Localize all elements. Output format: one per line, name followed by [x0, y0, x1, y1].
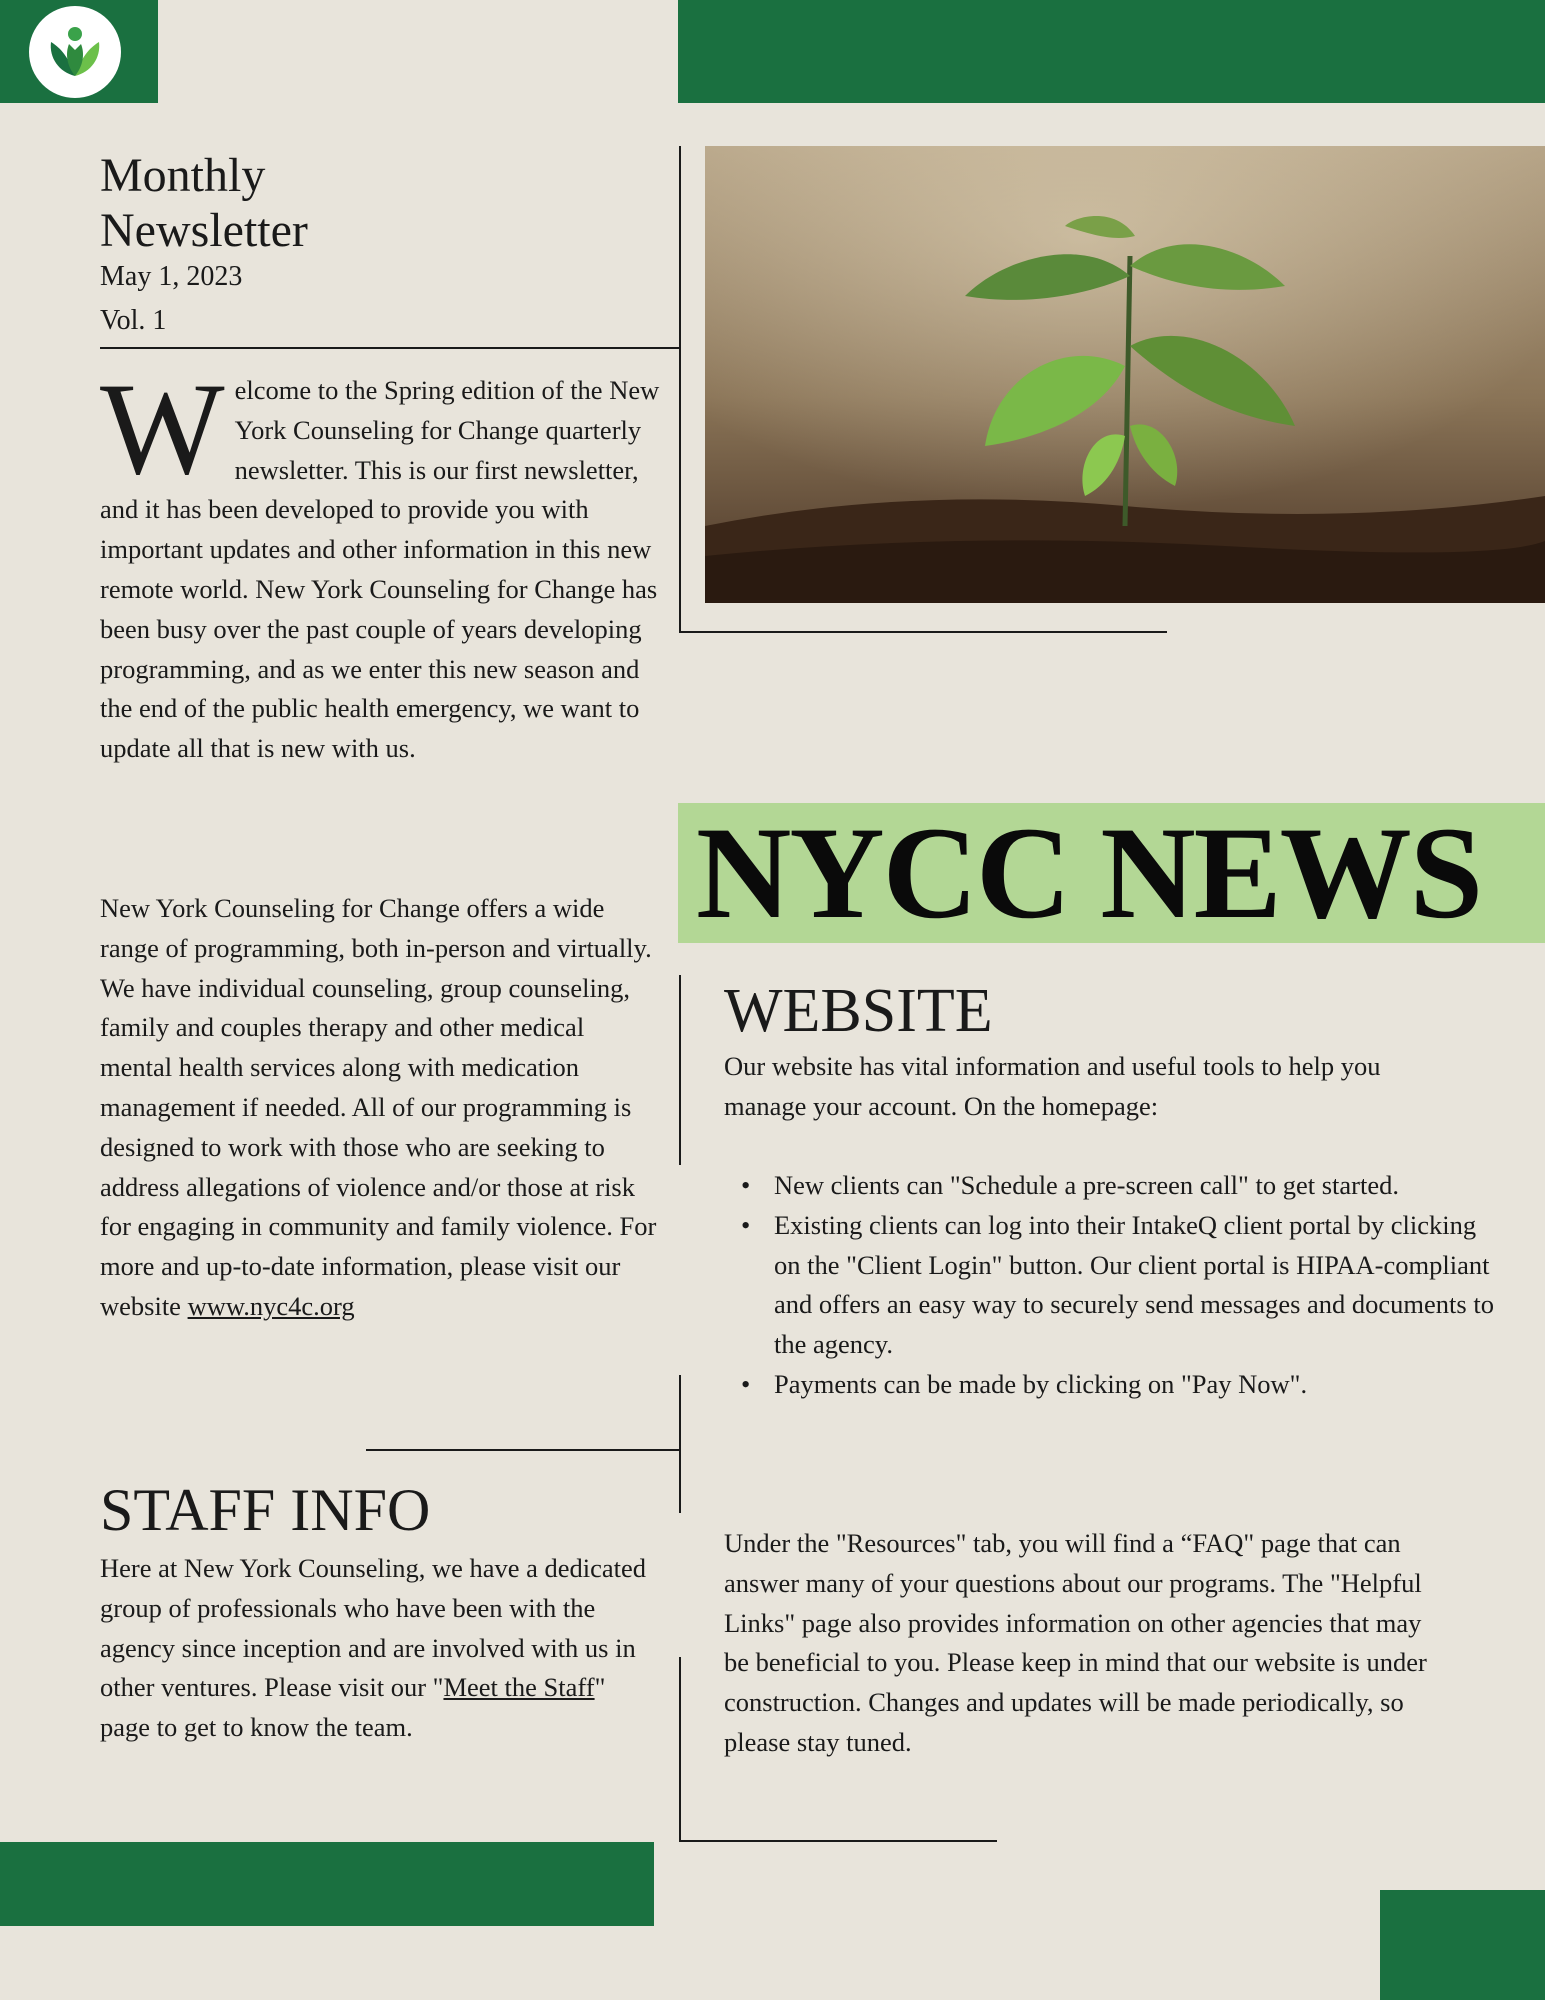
issue-date: May 1, 2023 [100, 261, 243, 292]
title-line-1: Monthly [100, 149, 266, 202]
divider-photo-left [679, 146, 681, 632]
website-intro: Our website has vital information and useful tools to help you manage your account. On the homepage: [724, 1051, 1381, 1121]
title-line-2: Newsletter [100, 204, 308, 257]
bottom-left-band [0, 1842, 654, 1926]
divider-middle [679, 1375, 681, 1513]
divider-under-header [100, 347, 680, 349]
staff-text-before: Here at New York Counseling, we have a dedicated group of professionals who have been with the agency since inception and are involved with us in other ventures. Please visit our " [100, 1553, 647, 1703]
website-resources-paragraph: Under the "Resources" tab, you will find a “FAQ" page that can answer many of your questions about our programs. The "Helpful Links" page also provides information on other agencies that may be beneficial to you. Please keep in mind that our website is under construction. Changes and updates will be made periodically, so please stay tuned. [724, 1528, 1427, 1757]
top-right-band [678, 0, 1545, 103]
news-banner-title: NYCC NEWS [696, 799, 1482, 946]
staff-text-after: " page to get to know the team. [100, 1672, 606, 1743]
issue-volume: Vol. 1 [100, 305, 167, 336]
website-bullet-list [724, 1166, 1494, 1405]
programs-paragraph [100, 889, 660, 1327]
sprout-photo [705, 146, 1545, 603]
divider-photo-bottom [679, 631, 1167, 633]
newsletter-title [100, 148, 308, 258]
drop-cap: W [100, 355, 225, 502]
website-heading: WEBSITE [724, 977, 993, 1045]
logo[interactable] [29, 6, 121, 98]
intro-text: elcome to the Spring edition of the New York Counseling for Change quarterly newsletter. This is our first newsletter, and it has been developed to provide you with important updates and other information in this new remote world. New York Counseling for Change has been busy over the past couple of years developing programming, and as we enter this new season and the end of the public health emergency, we want to update all that is new with us. [100, 375, 660, 764]
meet-the-staff-link[interactable]: Meet the Staff [443, 1672, 595, 1703]
bottom-right-band [1380, 1890, 1545, 2000]
list-item: • Payments can be made by clicking on "Pay Now". [774, 1365, 1494, 1405]
list-item: • Existing clients can log into their IntakeQ client portal by clicking on the "Client Login" button. Our client portal is HIPAA-compliant and offers an easy way to securely send messages and documents to the agency. [774, 1206, 1494, 1365]
website-link[interactable]: www.nyc4c.org [187, 1290, 355, 1321]
sprout-person-logo-icon [29, 6, 121, 98]
divider-website-left-bottom [679, 1657, 681, 1842]
divider-staff-top [366, 1449, 680, 1451]
list-item: • New clients can "Schedule a pre-screen call" to get started. [774, 1166, 1494, 1206]
divider-website-bottom [679, 1840, 997, 1842]
programs-text: New York Counseling for Change offers a wide range of programming, both in-person and virtually. We have individual counseling, group counseling, family and couples therapy and other medical mental health services along with medication management if needed. All of our programming is designed to work with those who are seeking to address allegations of violence and/or those at risk for engaging in community and family violence. For more and up-to-date information, please visit our website [100, 893, 657, 1321]
sprout-seedling-icon [705, 146, 1545, 603]
staff-info-paragraph [100, 1549, 660, 1748]
staff-info-heading: STAFF INFO [100, 1477, 431, 1543]
divider-website-left-top [679, 975, 681, 1165]
intro-paragraph [100, 355, 660, 769]
